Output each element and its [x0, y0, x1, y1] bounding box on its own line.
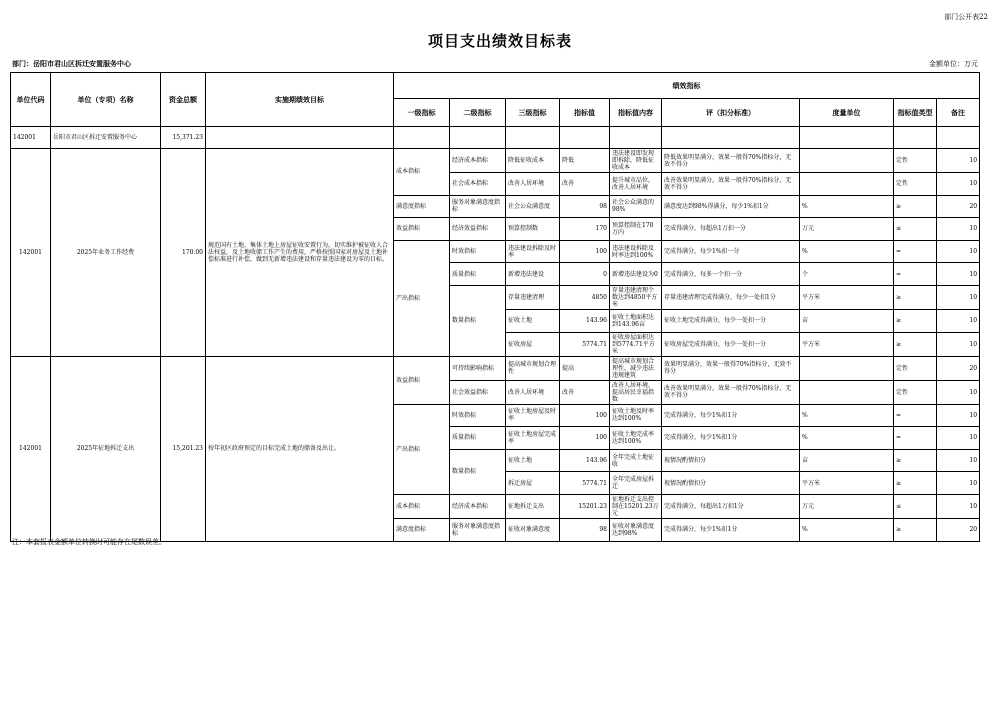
value-type: ≥	[894, 285, 937, 309]
header-goal: 实施期绩效目标	[206, 73, 394, 127]
remark: 10	[937, 309, 980, 332]
scoring-standard: 降低效果明显满分，效果一般得70%指标分，无效不得分	[662, 149, 800, 173]
summary-amount: 15,371.23	[161, 127, 206, 149]
level1-indicator: 效益指标	[394, 218, 450, 241]
indicator-value: 143.96	[560, 449, 610, 472]
level2-indicator: 质量指标	[450, 427, 506, 450]
indicator-content: 提高城市规划合理性，减少违法违规建筑	[610, 356, 662, 380]
remark: 10	[937, 240, 980, 263]
level1-indicator: 成本指标	[394, 494, 450, 518]
level3-indicator: 违法建设拆除及时率	[506, 240, 560, 263]
header-content: 指标值内容	[610, 99, 662, 127]
page-title: 项目支出绩效目标表	[427, 32, 572, 50]
scoring-standard: 征收房屋完成得满分，每少一处扣一分	[662, 332, 800, 356]
indicator-content: 征收土地完成率达到100%	[610, 427, 662, 450]
level3-indicator: 社会公众满意度	[506, 195, 560, 218]
summary-name: 岳阳市君山区拆迁安置服务中心	[51, 127, 161, 149]
remark: 10	[937, 218, 980, 241]
level1-indicator: 产出指标	[394, 404, 450, 494]
indicator-content: 违法建设即发现即拆除，降低征收成本	[610, 149, 662, 173]
summary-row	[11, 127, 980, 149]
scoring-standard: 完成得满分，每多一个扣一分	[662, 263, 800, 286]
project-code: 142001	[11, 356, 51, 541]
indicator-value: 15201.23	[560, 494, 610, 518]
level3-indicator: 征收土地	[506, 449, 560, 472]
value-type: 定性	[894, 356, 937, 380]
indicator-content: 提升城市品位，改善人居环境	[610, 173, 662, 196]
measure-unit: %	[800, 518, 894, 541]
measure-unit: %	[800, 404, 894, 427]
table-row	[11, 356, 980, 380]
indicator-value: 改善	[560, 380, 610, 404]
value-type: ≤	[894, 494, 937, 518]
value-type: ≤	[894, 218, 937, 241]
measure-unit	[800, 149, 894, 173]
indicator-content: 社会公众满意的98%	[610, 195, 662, 218]
indicator-content: 征收土地面积达到143.96亩	[610, 309, 662, 332]
measure-unit	[800, 173, 894, 196]
header-level2: 二级指标	[450, 99, 506, 127]
summary-code: 142001	[11, 127, 51, 149]
project-code: 142001	[11, 149, 51, 357]
level3-indicator: 改善人居环境	[506, 173, 560, 196]
indicator-content: 改善人居环境，提高居民幸福指数	[610, 380, 662, 404]
measure-unit: %	[800, 240, 894, 263]
scoring-standard: 视情况酌情扣分	[662, 472, 800, 495]
indicator-value: 100	[560, 240, 610, 263]
remark: 10	[937, 332, 980, 356]
scoring-standard: 完成得满分，每超出1万扣1分	[662, 494, 800, 518]
level3-indicator: 征收土地房屋及时率	[506, 404, 560, 427]
level3-indicator: 征收土地房屋完成率	[506, 427, 560, 450]
indicator-value: 100	[560, 427, 610, 450]
table-row	[11, 149, 980, 173]
value-type: 定性	[894, 149, 937, 173]
scoring-standard: 完成得满分，每超出1万扣一分	[662, 218, 800, 241]
indicator-content: 征收土地及时率达到100%	[610, 404, 662, 427]
header-level3: 三级指标	[506, 99, 560, 127]
level1-indicator: 满意度指标	[394, 195, 450, 218]
level1-indicator: 产出指标	[394, 240, 450, 356]
scoring-standard: 完成得满分，每少1%扣一分	[662, 240, 800, 263]
level2-indicator: 可持续影响指标	[450, 356, 506, 380]
scoring-standard: 效果明显满分，效果一般得70%指标分，无效不得分	[662, 356, 800, 380]
project-goal: 规范国有土地、集体土地上房屋征收安置行为，切实维护被征收人合法权益，及土地收储工作产生的费用，严格按照国家对房屋及土地补偿标准进行补偿，做到无新增违法建设和存量违法建设为零的目标。	[206, 149, 394, 357]
measure-unit: 亩	[800, 309, 894, 332]
level1-indicator: 成本指标	[394, 149, 450, 196]
level2-indicator: 经济成本指标	[450, 149, 506, 173]
value-type: =	[894, 263, 937, 286]
footnote: 注：本套报表金额单位转换时可能存在尾数误差。	[12, 538, 166, 546]
department-label: 部门：岳阳市君山区拆迁安置服务中心	[12, 59, 131, 68]
measure-unit	[800, 380, 894, 404]
value-type: =	[894, 427, 937, 450]
measure-unit: 亩	[800, 449, 894, 472]
project-amount: 15,201.23	[161, 356, 206, 541]
scoring-standard: 完成得满分，每少1%扣1分	[662, 427, 800, 450]
value-type: 定性	[894, 380, 937, 404]
measure-unit: %	[800, 427, 894, 450]
indicator-value: 100	[560, 404, 610, 427]
indicator-content: 征收对象满意度达到98%	[610, 518, 662, 541]
indicator-content: 征收房屋面积达到5774.71平方米	[610, 332, 662, 356]
value-type: ≥	[894, 195, 937, 218]
level3-indicator: 改善人居环境	[506, 380, 560, 404]
value-type: ≥	[894, 449, 937, 472]
performance-target-table	[10, 72, 980, 542]
scoring-standard: 视情况酌情扣分	[662, 449, 800, 472]
measure-unit	[800, 356, 894, 380]
indicator-value: 5774.71	[560, 332, 610, 356]
level3-indicator: 新增违法建设	[506, 263, 560, 286]
indicator-content: 征地拆迁支出控制在15201.23万元	[610, 494, 662, 518]
remark: 10	[937, 472, 980, 495]
value-type: ≥	[894, 309, 937, 332]
scoring-standard: 征收土地完成得满分，每少一处扣一分	[662, 309, 800, 332]
indicator-value: 170	[560, 218, 610, 241]
remark: 10	[937, 380, 980, 404]
remark: 10	[937, 449, 980, 472]
value-type: ≥	[894, 332, 937, 356]
indicator-value: 98	[560, 195, 610, 218]
header-indicators: 绩效指标	[394, 73, 980, 99]
indicator-value: 改善	[560, 173, 610, 196]
measure-unit: %	[800, 195, 894, 218]
form-number: 部门公开表22	[944, 13, 988, 21]
header-total-funds: 资金总额	[161, 73, 206, 127]
indicator-content: 存量违建清理个数达到4850平方米	[610, 285, 662, 309]
header-remark: 备注	[937, 99, 980, 127]
remark: 20	[937, 518, 980, 541]
indicator-content: 全年完成土地征收	[610, 449, 662, 472]
value-type: =	[894, 404, 937, 427]
level2-indicator: 社会效益指标	[450, 380, 506, 404]
level2-indicator: 时效指标	[450, 240, 506, 263]
header-unit-code: 单位代码	[11, 73, 51, 127]
level2-indicator: 质量指标	[450, 263, 506, 286]
measure-unit: 万元	[800, 494, 894, 518]
level3-indicator: 预算控制数	[506, 218, 560, 241]
level2-indicator: 经济效益指标	[450, 218, 506, 241]
header-value: 指标值	[560, 99, 610, 127]
value-type: 定性	[894, 173, 937, 196]
scoring-standard: 改善效果明显满分，效果一般得70%指标分，无效不得分	[662, 173, 800, 196]
amount-unit-label: 金额单位：万元	[929, 60, 978, 68]
indicator-value: 0	[560, 263, 610, 286]
scoring-standard: 完成得满分，每少1%扣1分	[662, 404, 800, 427]
level3-indicator: 征地拆迁支出	[506, 494, 560, 518]
remark: 20	[937, 356, 980, 380]
scoring-standard: 存量违建清理完成得满分，每少一处扣1分	[662, 285, 800, 309]
level2-indicator: 时效指标	[450, 404, 506, 427]
measure-unit: 平方米	[800, 332, 894, 356]
header-measure-unit: 度量单位	[800, 99, 894, 127]
indicator-content: 全年完成房屋拆迁	[610, 472, 662, 495]
project-goal: 按年初区政府预定的目标完成土地的储备及出让。	[206, 356, 394, 541]
project-name: 2025年业务工作经费	[51, 149, 161, 357]
level2-indicator: 数量指标	[450, 449, 506, 494]
level1-indicator: 效益指标	[394, 356, 450, 404]
header-scoring: 评（扣分标准）	[662, 99, 800, 127]
level3-indicator: 存量违建清理	[506, 285, 560, 309]
scoring-standard: 满意度达到98%得满分，每少1%扣1分	[662, 195, 800, 218]
header-unit-name: 单位（专项）名称	[51, 73, 161, 127]
value-type: ≥	[894, 518, 937, 541]
indicator-value: 143.96	[560, 309, 610, 332]
value-type: ≥	[894, 472, 937, 495]
remark: 10	[937, 173, 980, 196]
remark: 10	[937, 427, 980, 450]
remark: 10	[937, 263, 980, 286]
header-level1: 一级指标	[394, 99, 450, 127]
indicator-value: 98	[560, 518, 610, 541]
measure-unit: 个	[800, 263, 894, 286]
scoring-standard: 完成得满分，每少1%扣1分	[662, 518, 800, 541]
level3-indicator: 征收房屋	[506, 332, 560, 356]
level3-indicator: 征收对象满意度	[506, 518, 560, 541]
indicator-value: 5774.71	[560, 472, 610, 495]
level2-indicator: 服务对象满意度指标	[450, 518, 506, 541]
project-amount: 170.00	[161, 149, 206, 357]
value-type: =	[894, 240, 937, 263]
measure-unit: 平方米	[800, 472, 894, 495]
measure-unit: 万元	[800, 218, 894, 241]
indicator-content: 新增违法建设为0	[610, 263, 662, 286]
level2-indicator: 社会成本指标	[450, 173, 506, 196]
remark: 10	[937, 404, 980, 427]
remark: 20	[937, 195, 980, 218]
scoring-standard: 改善效果明显满分，效果一般得70%指标分，无效不得分	[662, 380, 800, 404]
level3-indicator: 降低征收成本	[506, 149, 560, 173]
remark: 10	[937, 494, 980, 518]
level3-indicator: 提高城市规划合理性	[506, 356, 560, 380]
level3-indicator: 拆迁房屋	[506, 472, 560, 495]
remark: 10	[937, 285, 980, 309]
indicator-content: 预算控制在170万内	[610, 218, 662, 241]
indicator-content: 违法建设拆除及时率达到100%	[610, 240, 662, 263]
level2-indicator: 数量指标	[450, 285, 506, 356]
indicator-value: 降低	[560, 149, 610, 173]
measure-unit: 平方米	[800, 285, 894, 309]
remark: 10	[937, 149, 980, 173]
project-name: 2025年征地拆迁支出	[51, 356, 161, 541]
indicator-value: 4850	[560, 285, 610, 309]
level3-indicator: 征收土地	[506, 309, 560, 332]
header-value-type: 指标值类型	[894, 99, 937, 127]
level2-indicator: 服务对象满意度指标	[450, 195, 506, 218]
level2-indicator: 经济成本指标	[450, 494, 506, 518]
level1-indicator: 满意度指标	[394, 518, 450, 541]
indicator-value: 提高	[560, 356, 610, 380]
